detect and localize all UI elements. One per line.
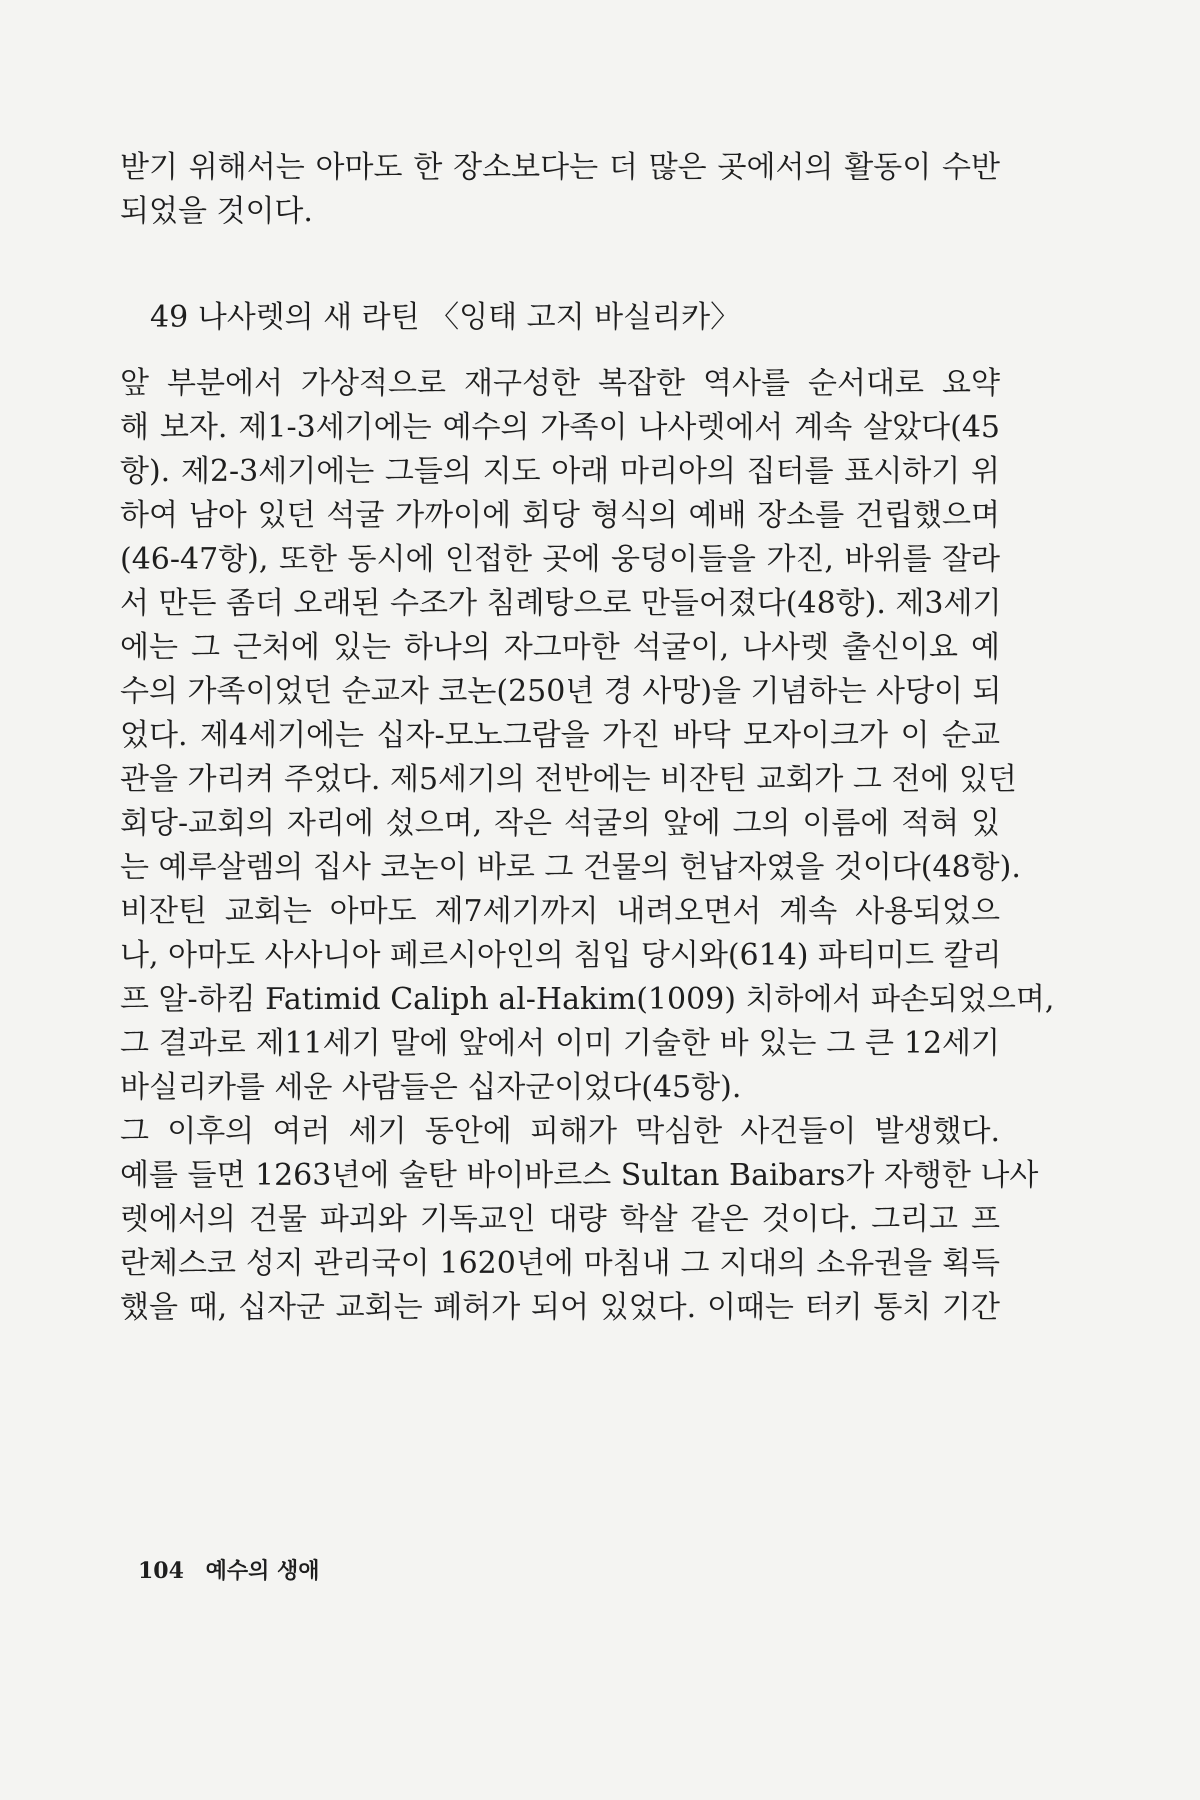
body-line: 하여 남아 있던 석굴 가까이에 회당 형식의 예배 장소를 건립했으며: [120, 498, 1000, 533]
body-line: 비잔틴 교회는 아마도 제7세기까지 내려오면서 계속 사용되었으: [120, 894, 1000, 929]
running-title: 예수의 생애: [205, 1558, 320, 1584]
body-line: (46-47항), 또한 동시에 인접한 곳에 웅덩이들을 가진, 바위를 잘라: [120, 542, 1000, 577]
page-number: 104: [138, 1558, 184, 1584]
body-line: 그 이후의 여러 세기 동안에 피해가 막심한 사건들이 발생했다.: [120, 1114, 1000, 1149]
body-line: 그 결과로 제11세기 말에 앞에서 이미 기술한 바 있는 그 큰 12세기: [120, 1026, 1000, 1061]
body-line: 관을 가리켜 주었다. 제5세기의 전반에는 비잔틴 교회가 그 전에 있던: [120, 762, 1017, 797]
body-line: 렛에서의 건물 파괴와 기독교인 대량 학살 같은 것이다. 그리고 프: [120, 1202, 1000, 1237]
intro-line: 받기 위해서는 아마도 한 장소보다는 더 많은 곳에서의 활동이 수반: [120, 150, 1000, 185]
body-line: 회당-교회의 자리에 섰으며, 작은 석굴의 앞에 그의 이름에 적혀 있: [120, 806, 1000, 841]
intro-line: 되었을 것이다.: [120, 194, 313, 229]
body-line: 서 만든 좀더 오래된 수조가 침례탕으로 만들어졌다(48항). 제3세기: [120, 586, 1002, 621]
body-line: 나, 아마도 사사니아 페르시아인의 침입 당시와(614) 파티미드 칼리: [120, 938, 1002, 973]
body-line: 해 보자. 제1-3세기에는 예수의 가족이 나사렛에서 계속 살았다(45: [120, 410, 1000, 445]
body-line: 수의 가족이었던 순교자 코논(250년 경 사망)을 기념하는 사당이 되: [120, 674, 1002, 709]
page-footer: [138, 1556, 320, 1586]
body-line: 바실리카를 세운 사람들은 십자군이었다(45항).: [120, 1070, 742, 1105]
body-line: 었다. 제4세기에는 십자-모노그람을 가진 바닥 모자이크가 이 순교: [120, 718, 1000, 753]
body-line: 란체스코 성지 관리국이 1620년에 마침내 그 지대의 소유권을 획득: [120, 1246, 1000, 1281]
body-line: 예를 들면 1263년에 술탄 바이바르스 Sultan Baibars가 자행한 나사: [120, 1158, 1039, 1193]
body-line: 했을 때, 십자군 교회는 폐허가 되어 있었다. 이때는 터키 통치 기간: [120, 1290, 1000, 1325]
body-line: 프 알-하킴 Fatimid Caliph al-Hakim(1009) 치하에서 파손되었으며,: [120, 982, 1055, 1017]
body-line: 는 예루살렘의 집사 코논이 바로 그 건물의 헌납자였을 것이다(48항).: [120, 850, 1021, 885]
section-heading: 49 나사렛의 새 라틴 〈잉태 고지 바실리카〉: [150, 300, 741, 335]
body-line: 앞 부분에서 가상적으로 재구성한 복잡한 역사를 순서대로 요약: [120, 366, 1000, 401]
body-line: 항). 제2-3세기에는 그들의 지도 아래 마리아의 집터를 표시하기 위: [120, 454, 1000, 489]
body-line: 에는 그 근처에 있는 하나의 자그마한 석굴이, 나사렛 출신이요 예: [120, 630, 1000, 665]
